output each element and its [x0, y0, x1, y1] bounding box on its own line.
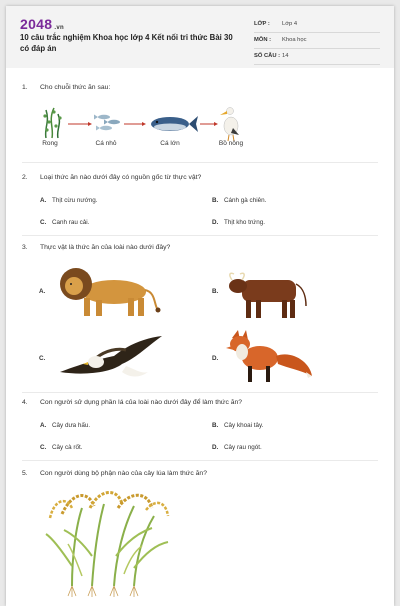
q4-option-a[interactable]: A. Cây dưa hấu. [40, 422, 91, 429]
worksheet-title: 10 câu trắc nghiệm Khoa học lớp 4 Kết nối tri thức Bài 30 có đáp án [20, 33, 233, 53]
chain-label-1: Rong [42, 140, 58, 147]
chain-label-3: Cá lớn [160, 140, 180, 147]
question-2: 2. Loại thức ăn nào dưới đây có nguồn gốc từ thực vật? [22, 174, 202, 181]
question-5: 5. Con người dùng bộ phận nào của cây lúa làm thức ăn? [22, 470, 207, 477]
food-chain-diagram [36, 102, 246, 142]
question-1: 1. Cho chuỗi thức ăn sau: [22, 84, 111, 91]
q4-option-c[interactable]: C. Cây cà rốt. [40, 444, 83, 451]
big-fish-icon [151, 116, 198, 132]
meta-question-count: SỐ CÂU : 14 [254, 50, 380, 65]
lion-image[interactable] [52, 262, 160, 320]
q2-option-c[interactable]: C. Canh rau cải. [40, 219, 90, 226]
chain-label-2: Cá nhỏ [95, 140, 117, 147]
seaweed-icon [43, 108, 61, 138]
divider [22, 460, 378, 461]
arrow-right-icon [200, 122, 218, 126]
q2-option-a[interactable]: A. Thịt cừu nướng. [40, 197, 98, 204]
divider [22, 162, 378, 163]
rice-plant-image [42, 486, 172, 598]
eagle-image[interactable] [56, 332, 164, 382]
q2-option-b[interactable]: B. Cánh gà chiên. [212, 197, 267, 204]
arrow-right-icon [68, 122, 92, 126]
ox-image[interactable] [226, 268, 316, 320]
q3-option-c[interactable]: C. [39, 355, 46, 362]
worksheet-header [6, 6, 394, 68]
small-fish-icon [94, 115, 120, 131]
question-4: 4. Con người sử dụng phần lá của loài nào dưới đây để làm thức ăn? [22, 399, 243, 406]
chain-label-4: Bồ nông [218, 140, 244, 147]
fox-image[interactable] [226, 328, 316, 384]
site-logo[interactable]: 2048 .vn [20, 16, 64, 32]
q3-option-b[interactable]: B. [212, 288, 219, 295]
q3-option-a[interactable]: A. [39, 288, 46, 295]
q3-option-d[interactable]: D. [212, 355, 219, 362]
arrow-right-icon [124, 122, 146, 126]
worksheet-page [6, 6, 394, 606]
divider [22, 392, 378, 393]
pelican-icon [220, 108, 239, 142]
q4-option-b[interactable]: B. Cây khoai tây. [212, 422, 264, 429]
question-3: 3. Thực vật là thức ăn của loài nào dưới đây? [22, 244, 171, 251]
meta-subject: MÔN : Khoa học [254, 34, 380, 49]
q2-option-d[interactable]: D. Thịt kho trứng. [212, 219, 265, 226]
q4-option-d[interactable]: D. Cây rau ngót. [212, 444, 262, 451]
divider [22, 235, 378, 236]
meta-grade: LỚP : Lớp 4 [254, 18, 380, 33]
